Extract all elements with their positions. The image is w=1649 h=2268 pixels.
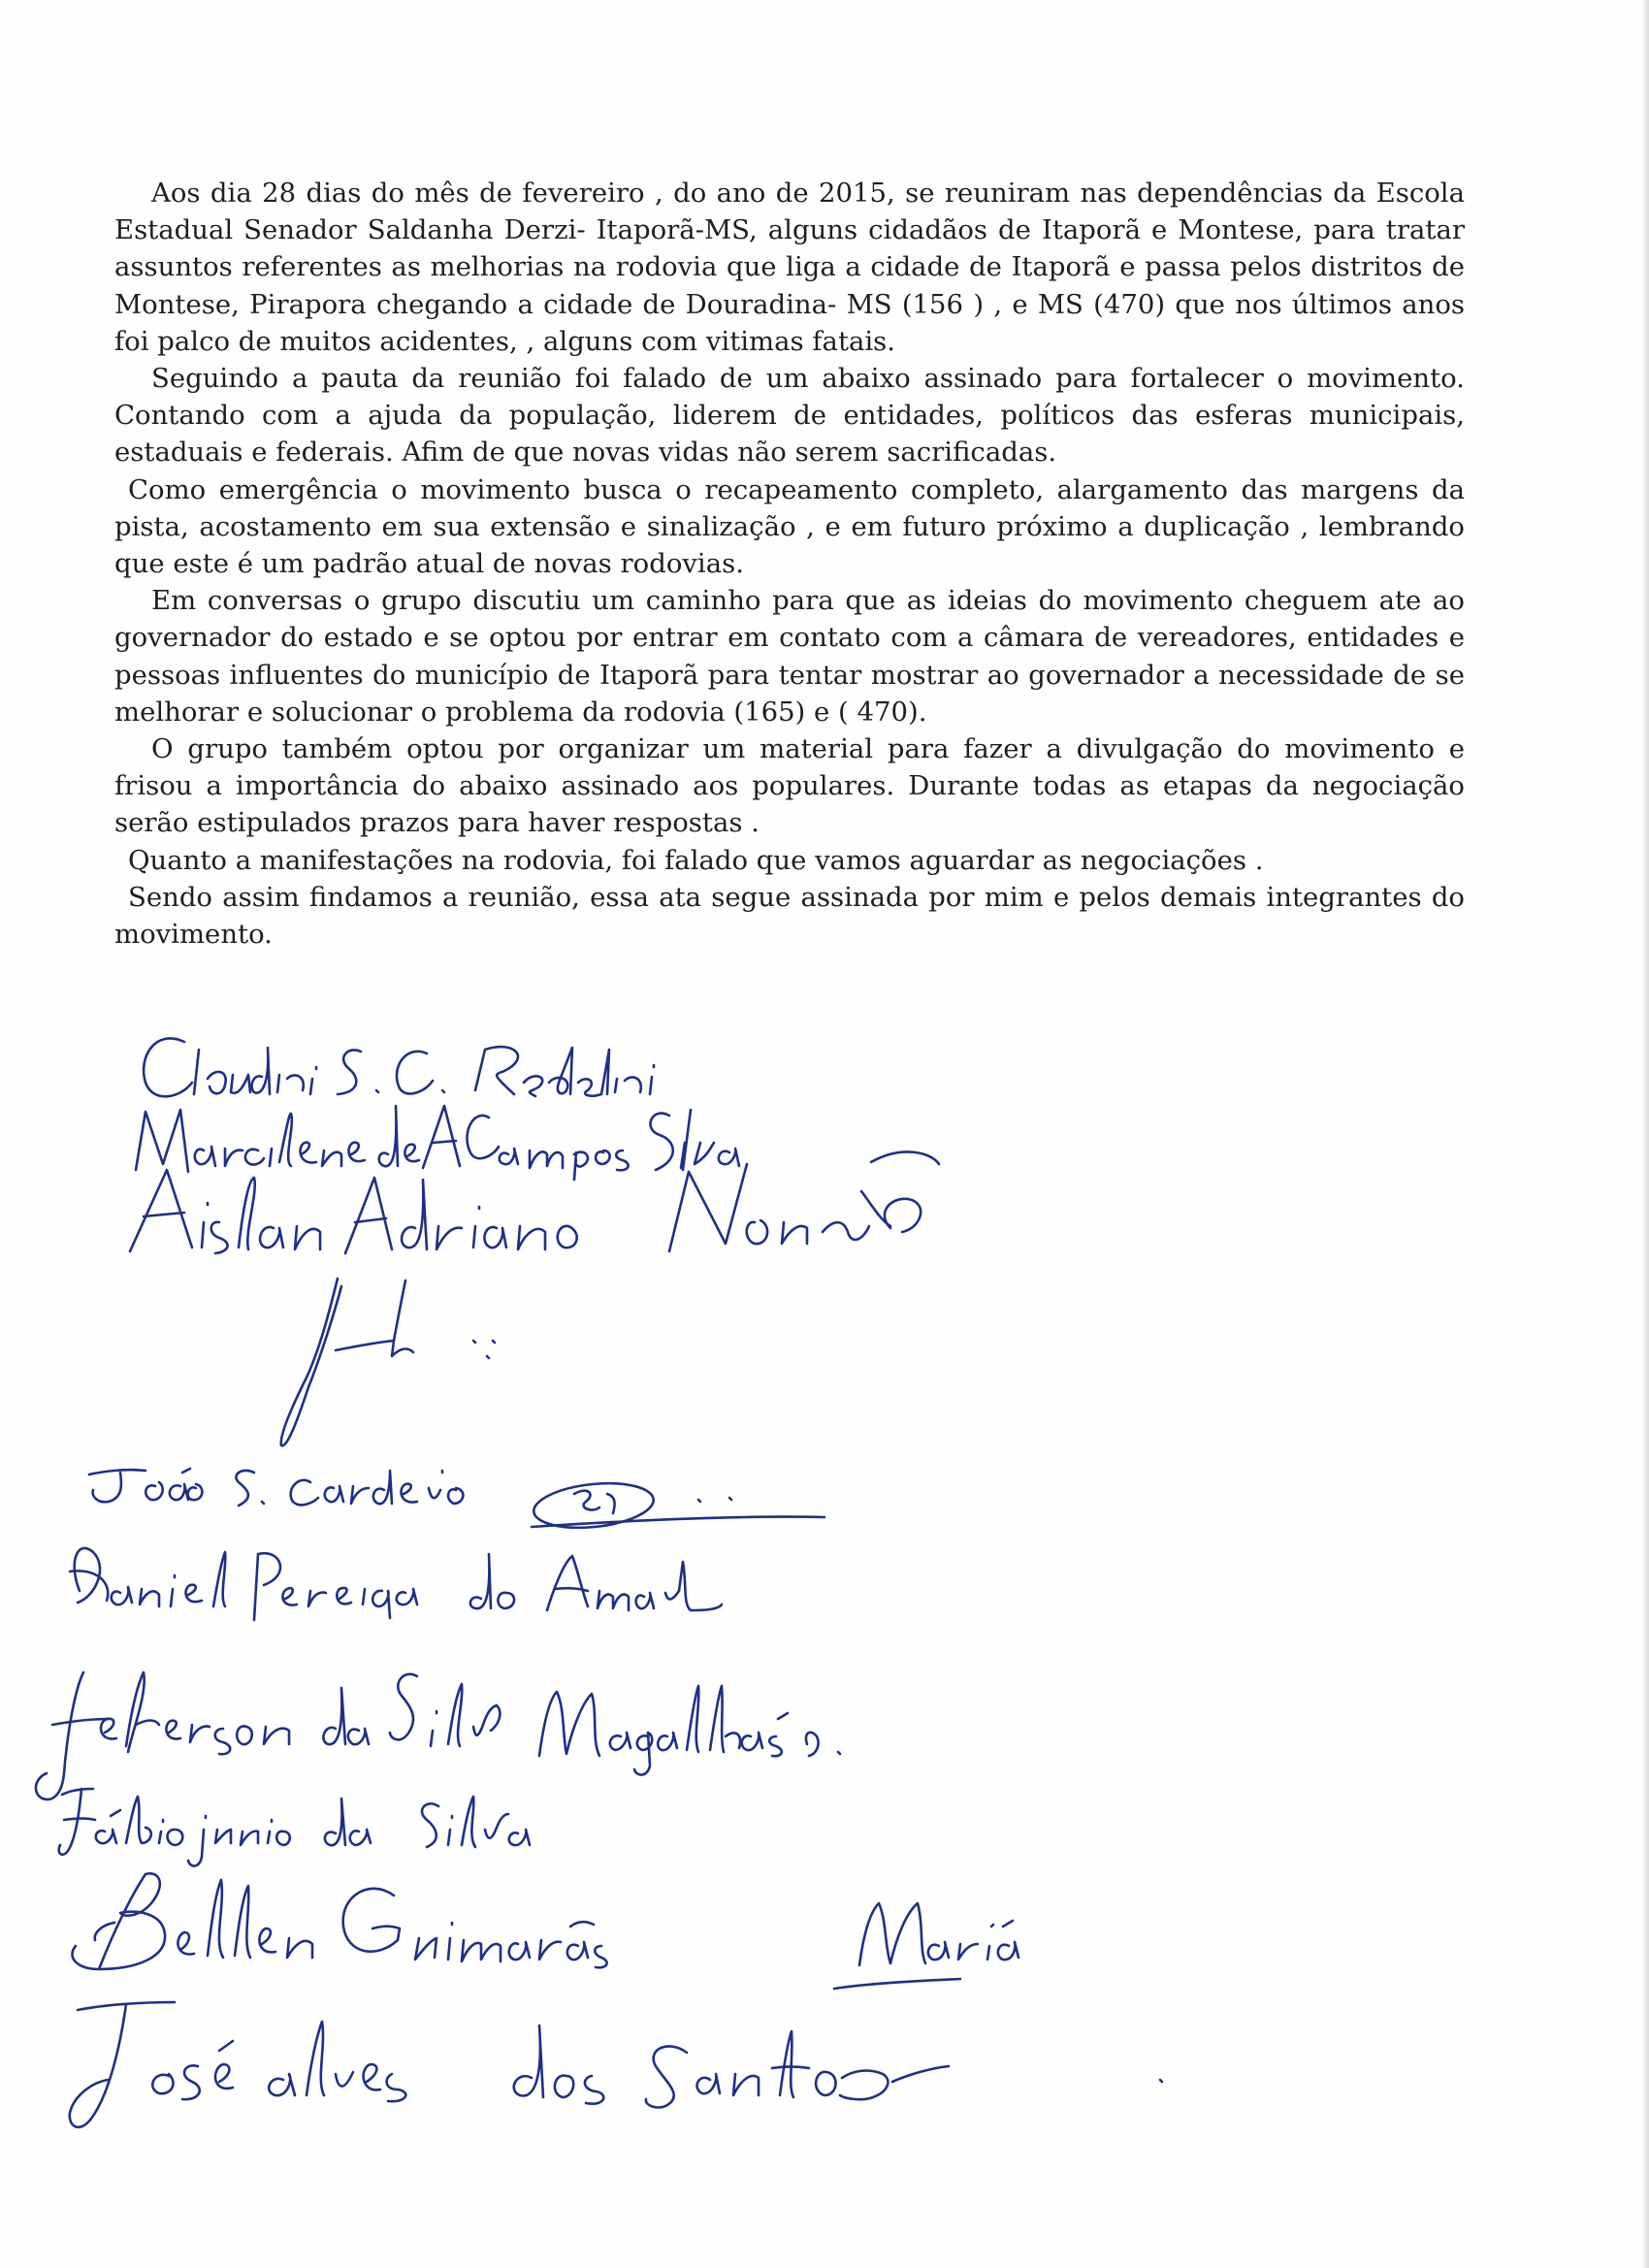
signature-aislan [130,1151,939,1253]
signature-jose [70,2002,1162,2127]
signature-jeferson [36,1672,840,1799]
signatures-drawing [0,989,1649,2231]
signature-block [0,989,1649,2231]
signature-daniel [70,1548,722,1620]
signature-marcilene [136,1106,739,1180]
paragraph-manifestations: Quanto a manifestações na rodovia, foi falado que vamos aguardar as negociações . [128,844,1264,876]
signature-initials [281,1279,495,1445]
minutes-body [114,175,1465,953]
signature-bellen [72,1873,1018,1989]
signature-claudiani [144,1038,654,1096]
paragraph-material: O grupo também optou por organizar um material para fazer a divulgação do movimento e frisou a importância do abaixo assinado aos populares. Durante todas as etapas da negociação serão estipulados prazos para haver respostas . [114,733,1465,839]
paragraph-emergency: Como emergência o movimento busca o recapeamento completo, alargamento das margens da pista, acostamento em sua extensão e sinalização , e em futuro próximo a duplicação , lembrando que este é um padrão atual de novas rodovias. [114,473,1465,580]
paragraph-opening: Aos dia 28 dias do mês de fevereiro , do ano de 2015, se reuniram nas dependências da Escola Estadual Senador Saldanha Derzi- Itaporã-MS, alguns cidadãos de Itaporã e Montese, para tratar assuntos referentes as melhorias na rodovia que liga a cidade de Itaporã e passa pelos distritos de Montese, Pirapora chegando a cidade de Douradina- MS (156 ) , e MS (470) que nos últimos anos foi palco de muitos acidentes, , alguns com vitimas fatais. [114,178,1465,357]
signature-fabio [59,1789,530,1866]
signature-joao [89,1469,824,1533]
paragraph-petition: Seguindo a pauta da reunião foi falado de um abaixo assinado para fortalecer o movimento. Contando com a ajuda da população, liderem de entidades, políticos das esferas municipais, estaduais e federais. Afim de que novas vidas não serem sacrificadas. [114,363,1465,469]
paragraph-closing: Sendo assim findamos a reunião, essa ata segue assinada por mim e pelos demais integrantes do movimento. [114,881,1465,951]
paragraph-governor: Em conversas o grupo discutiu um caminho para que as ideias do movimento cheguem ate ao governador do estado e se optou por entrar em contato com a câmara de vereadores, entidades e pessoas influentes do município de Itaporã para tentar mostrar ao governador a necessidade de se melhorar e solucionar o problema da rodovia (165) e ( 470). [114,585,1465,728]
